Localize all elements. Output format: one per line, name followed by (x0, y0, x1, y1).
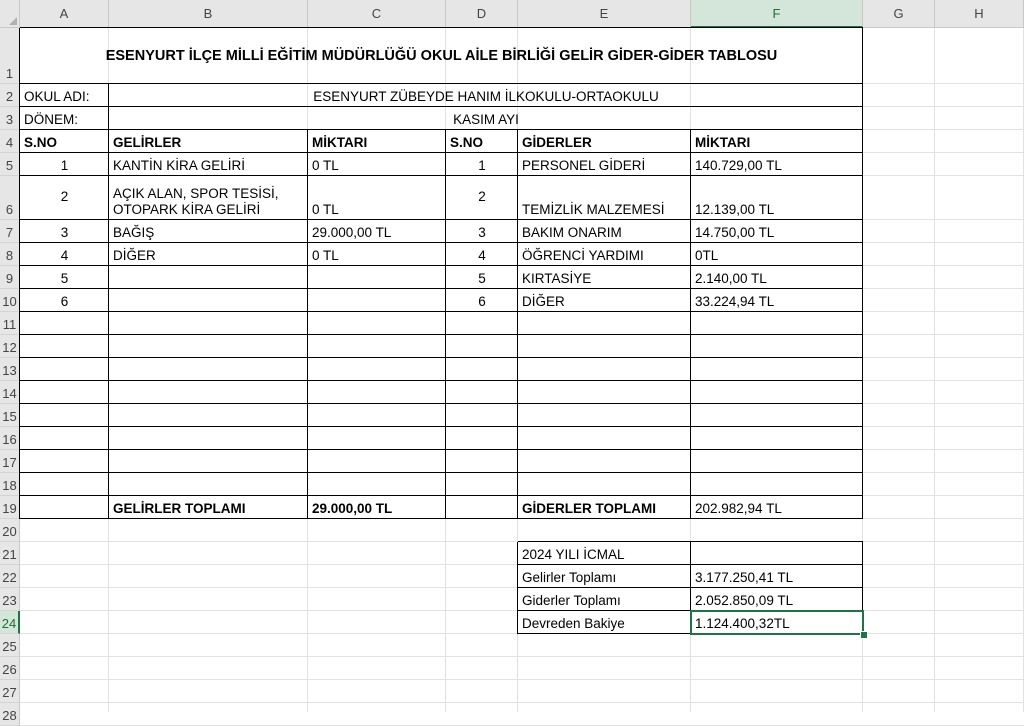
gelir-amount[interactable]: 29.000,00 TL (312, 224, 392, 240)
gelir-no[interactable]: 4 (60, 247, 69, 263)
icmal-label[interactable]: 2024 YILI İCMAL (522, 546, 625, 562)
gider-amount[interactable]: 2.140,00 TL (695, 270, 767, 286)
gelirler-toplami-value[interactable]: 29.000,00 TL (312, 500, 393, 516)
row-header-27[interactable]: 27 (0, 680, 20, 703)
gelir-amount[interactable]: 0 TL (312, 157, 339, 173)
cell-border (445, 130, 446, 519)
cell-border (20, 472, 863, 473)
row-header-4[interactable]: 4 (0, 130, 20, 153)
cell-border (20, 426, 863, 427)
cell-border (20, 449, 863, 450)
row-header-24[interactable]: 24 (0, 611, 20, 634)
header-gelirler[interactable]: GELİRLER (113, 134, 182, 150)
cell-border (20, 334, 863, 335)
row-header-26[interactable]: 26 (0, 657, 20, 680)
gider-name[interactable]: ÖĞRENCİ YARDIMI (522, 247, 644, 263)
row-header-19[interactable]: 19 (0, 496, 20, 519)
column-header-b[interactable]: B (109, 0, 308, 28)
cell-border (20, 219, 863, 220)
row-header-16[interactable]: 16 (0, 427, 20, 450)
gider-no[interactable]: 2 (478, 188, 486, 204)
column-header-a[interactable]: A (20, 0, 109, 28)
header-giderler[interactable]: GİDERLER (522, 134, 592, 150)
row-header-10[interactable]: 10 (0, 289, 20, 312)
cell-border (20, 106, 863, 107)
row-header-25[interactable]: 25 (0, 634, 20, 657)
row-header-3[interactable]: 3 (0, 107, 20, 130)
gelir-no[interactable]: 3 (60, 224, 69, 240)
gelir-amount[interactable] (308, 289, 446, 312)
okul-label[interactable]: OKUL ADI: (24, 88, 90, 104)
row-header-20[interactable]: 20 (0, 519, 20, 542)
gider-no[interactable]: 6 (478, 293, 486, 309)
cell-border (20, 152, 863, 153)
cell-border (20, 311, 863, 312)
row-header-7[interactable]: 7 (0, 220, 20, 243)
gider-no[interactable]: 4 (478, 247, 486, 263)
column-header-e[interactable]: E (518, 0, 691, 28)
column-header-h[interactable]: H (935, 0, 1024, 28)
donem-label[interactable]: DÖNEM: (24, 111, 78, 127)
row-header-22[interactable]: 22 (0, 565, 20, 588)
cell-border (20, 380, 863, 381)
row-header-17[interactable]: 17 (0, 450, 20, 473)
column-header-d[interactable]: D (446, 0, 518, 28)
column-header-f[interactable]: F (691, 0, 863, 28)
gider-amount[interactable]: 0TL (695, 247, 719, 263)
cell-border (20, 288, 863, 289)
gider-amount[interactable]: 12.139,00 TL (695, 201, 775, 217)
icmal-label[interactable]: Gelirler Toplamı (522, 569, 617, 585)
gider-name[interactable]: TEMİZLİK MALZEMESİ (522, 201, 665, 217)
gelir-amount[interactable]: 0 TL (312, 201, 339, 217)
cell-border (20, 83, 863, 84)
cell-border (20, 495, 863, 496)
gelir-no[interactable]: 6 (60, 293, 69, 309)
column-header-g[interactable]: G (863, 0, 935, 28)
gridline-horizontal (20, 702, 1024, 703)
gelir-amount[interactable] (308, 266, 446, 289)
gelir-no[interactable]: 1 (60, 157, 69, 173)
header-miktari-2[interactable]: MİKTARI (695, 134, 751, 150)
fill-handle[interactable] (860, 631, 868, 639)
row-header-18[interactable]: 18 (0, 473, 20, 496)
row-header-15[interactable]: 15 (0, 404, 20, 427)
row-header-8[interactable]: 8 (0, 243, 20, 266)
cell-border (20, 27, 863, 28)
row-header-1[interactable]: 1 (0, 28, 20, 84)
row-header-5[interactable]: 5 (0, 153, 20, 176)
gider-amount[interactable]: 14.750,00 TL (695, 224, 775, 240)
cell-border (108, 84, 109, 519)
gelir-amount[interactable]: 0 TL (312, 247, 339, 263)
cell-border (20, 175, 863, 176)
gridline-horizontal (20, 679, 1024, 680)
icmal-label[interactable]: Giderler Toplamı (522, 592, 621, 608)
row-header-12[interactable]: 12 (0, 335, 20, 358)
icmal-value[interactable]: 3.177.250,41 TL (695, 569, 794, 585)
gider-name[interactable]: BAKIM ONARIM (522, 224, 622, 240)
gelir-name[interactable] (109, 266, 308, 289)
cell-border (20, 403, 863, 404)
gelir-no[interactable]: 2 (60, 188, 69, 204)
cell-border (19, 28, 20, 519)
icmal-label[interactable]: Devreden Bakiye (522, 615, 625, 631)
row-header-2[interactable]: 2 (0, 84, 20, 107)
gider-amount[interactable]: 33.224,94 TL (695, 293, 775, 309)
cell-border (690, 130, 691, 519)
gider-no[interactable]: 3 (478, 224, 486, 240)
row-header-13[interactable]: 13 (0, 358, 20, 381)
icmal-value[interactable]: 2.052.850,09 TL (695, 592, 794, 608)
gelir-name[interactable]: DİĞER (113, 247, 156, 263)
donem-value[interactable]: KASIM AYI (453, 111, 519, 127)
okul-value[interactable]: ESENYURT ZÜBEYDE HANIM İLKOKULU-ORTAOKULU (313, 88, 659, 104)
column-header-c[interactable]: C (308, 0, 446, 28)
header-sno[interactable]: S.NO (24, 134, 58, 150)
gelir-name[interactable]: BAĞIŞ (113, 224, 155, 240)
row-header-6[interactable]: 6 (0, 176, 20, 220)
gelirler-toplami-label[interactable]: GELİRLER TOPLAMI (113, 500, 246, 516)
gider-name[interactable]: PERSONEL GİDERİ (522, 157, 646, 173)
select-all-corner[interactable] (0, 0, 20, 28)
cell-border (517, 542, 518, 634)
icmal-value[interactable]: 1.124.400,32TL (695, 615, 790, 631)
gridline-horizontal (20, 656, 1024, 657)
cell-border (517, 130, 518, 519)
row-header-9[interactable]: 9 (0, 266, 20, 289)
row-header-21[interactable]: 21 (0, 542, 20, 565)
gider-no[interactable]: 5 (478, 270, 486, 286)
row-header-14[interactable]: 14 (0, 381, 20, 404)
cell-border (20, 129, 863, 130)
sheet-title[interactable]: ESENYURT İLÇE MİLLİ EĞİTİM MÜDÜRLÜĞÜ OKUL AİLE BİRLİĞİ GELİR GİDER-GİDER TABLOSU (105, 48, 778, 65)
header-sno-2[interactable]: S.NO (450, 134, 484, 150)
header-miktari[interactable]: MİKTARI (312, 134, 368, 150)
row-header-23[interactable]: 23 (0, 588, 20, 611)
gelir-name[interactable] (109, 289, 308, 312)
gelir-no[interactable]: 5 (60, 270, 69, 286)
cell-border (862, 28, 863, 519)
gider-amount[interactable]: 140.729,00 TL (695, 157, 782, 173)
gelir-name[interactable]: AÇIK ALAN, SPOR TESİSİ, OTOPARK KİRA GELİRİ (113, 185, 279, 217)
gider-no[interactable]: 1 (478, 157, 486, 173)
selected-cell-outline (690, 610, 864, 635)
gelir-name[interactable]: KANTİN KİRA GELİRİ (113, 157, 246, 173)
giderler-toplami-label[interactable]: GİDERLER TOPLAMI (522, 500, 657, 516)
cell-border (307, 130, 308, 519)
cell-border (20, 518, 863, 519)
gider-name[interactable]: DİĞER (522, 293, 565, 309)
row-header-28[interactable]: 28 (0, 703, 20, 726)
giderler-toplami-value[interactable]: 202.982,94 TL (695, 500, 782, 516)
icmal-value[interactable] (691, 542, 863, 565)
cell-border (20, 242, 863, 243)
cell-border (20, 357, 863, 358)
row-header-11[interactable]: 11 (0, 312, 20, 335)
cell-border (20, 265, 863, 266)
gider-name[interactable]: KIRTASİYE (522, 270, 592, 286)
